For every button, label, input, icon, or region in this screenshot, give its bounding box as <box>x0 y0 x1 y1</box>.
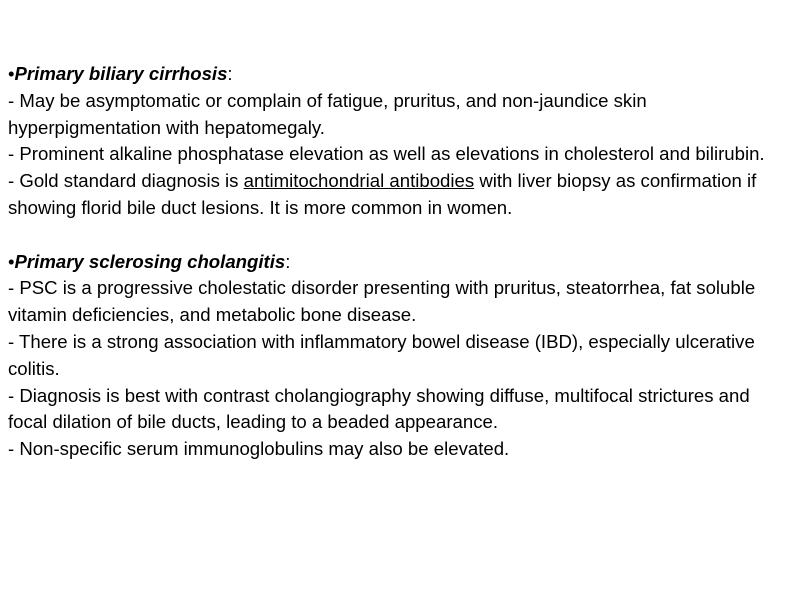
list-item-text: - Gold standard diagnosis is <box>8 170 244 192</box>
section-heading-psc <box>8 249 794 276</box>
section-heading-pbc <box>8 61 794 88</box>
slide-text-body <box>8 61 794 463</box>
bullet: • <box>8 250 15 272</box>
bullet: • <box>8 63 15 84</box>
heading-colon: : <box>285 250 291 272</box>
list-item: - Non-specific serum immunoglobulins may also be elevated. <box>8 438 510 460</box>
list-item: - PSC is a progressive cholestatic disorder presenting with pruritus, steatorrhea, fat soluble vitamin deficiencies, and metabolic bone disease. <box>8 277 756 326</box>
list-item: - May be asymptomatic or complain of fatigue, pruritus, and non-jaundice skin hyperpigmentation with hepatomegaly. <box>8 89 647 138</box>
section-spacer <box>8 222 794 249</box>
list-item-text: with liver biopsy as confirmation if showing florid bile duct lesions. It is more common in women. <box>8 170 757 218</box>
list-item <box>8 168 794 222</box>
antimitochondrial-antibodies-link[interactable]: antimitochondrial antibodies <box>243 170 475 192</box>
list-item: - Diagnosis is best with contrast cholangiography showing diffuse, multifocal strictures and focal dilation of bile ducts, leading to a beaded appearance. <box>8 384 750 433</box>
list-item: - There is a strong association with inflammatory bowel disease (IBD), especially ulcerative colitis. <box>8 330 755 379</box>
section-title: Primary biliary cirrhosis <box>14 63 228 84</box>
heading-colon: : <box>227 63 233 84</box>
section-title: Primary sclerosing cholangitis <box>14 250 286 272</box>
list-item: - Prominent alkaline phosphatase elevation as well as elevations in cholesterol and bilirubin. <box>8 143 765 165</box>
